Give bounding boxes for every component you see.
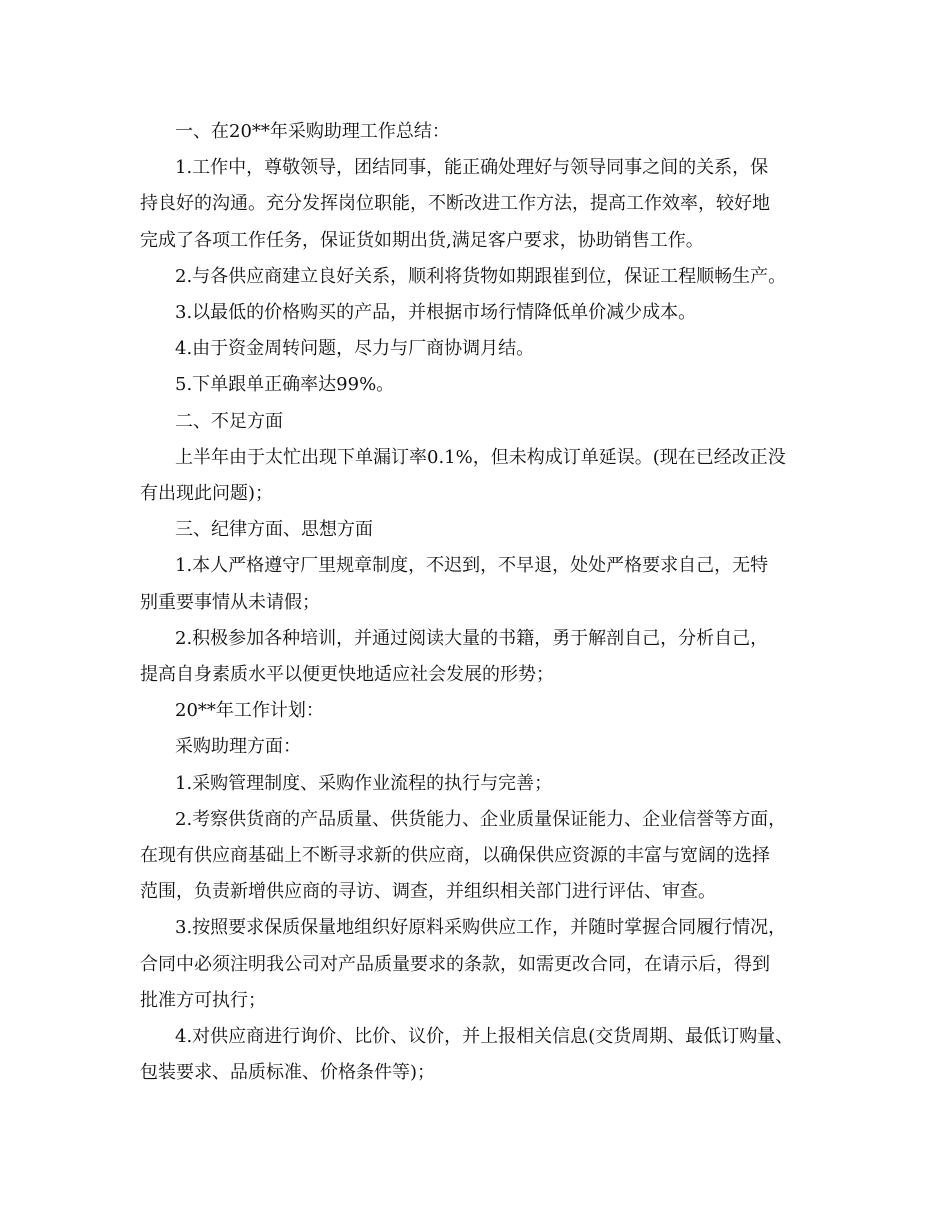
paragraph-line: 合同中必须注明我公司对产品质量要求的条款，如需更改合同，在请示后，得到 xyxy=(140,953,770,975)
section-heading-plan: 20**年工作计划： xyxy=(175,700,324,722)
paragraph-line: 1.本人严格遵守厂里规章制度，不迟到，不早退，处处严格要求自己，无特 xyxy=(175,555,769,577)
section-heading-discipline: 三、纪律方面、思想方面 xyxy=(175,519,373,541)
section-heading-shortcomings: 二、不足方面 xyxy=(175,410,283,432)
paragraph-line: 1.采购管理制度、采购作业流程的执行与完善； xyxy=(175,772,553,794)
paragraph-line: 1.工作中，尊敬领导，团结同事，能正确处理好与领导同事之间的关系，保 xyxy=(175,157,769,179)
paragraph-line: 2.积极参加各种培训，并通过阅读大量的书籍，勇于解剖自己，分析自己， xyxy=(175,627,769,649)
paragraph-line: 包装要求、品质标准、价格条件等)； xyxy=(140,1062,436,1084)
paragraph-line: 4.对供应商进行询价、比价、议价，并上报相关信息(交货周期、最低订购量、 xyxy=(175,1026,794,1048)
paragraph-line: 范围，负责新增供应商的寻访、调查，并组织相关部门进行评估、审查。 xyxy=(140,881,716,903)
paragraph-line: 完成了各项工作任务，保证货如期出货,满足客户要求，协助销售工作。 xyxy=(140,229,704,251)
section-heading-summary: 一、在20**年采购助理工作总结： xyxy=(175,121,450,142)
paragraph-line: 提高自身素质水平以便更快地适应社会发展的形势； xyxy=(140,664,554,686)
paragraph-line: 3.以最低的价格购买的产品，并根据市场行情降低单价减少成本。 xyxy=(175,302,697,324)
paragraph-line: 2.与各供应商建立良好关系，顺利将货物如期跟崔到位，保证工程顺畅生产。 xyxy=(175,265,787,287)
subsection-heading-purchasing: 采购助理方面： xyxy=(175,736,301,758)
paragraph-line: 3.按照要求保质保量地组织好原料采购供应工作，并随时掌握合同履行情况， xyxy=(175,917,787,939)
paragraph-line: 别重要事情从未请假； xyxy=(140,591,320,613)
paragraph-line: 在现有供应商基础上不断寻求新的供应商，以确保供应资源的丰富与宽阔的选择 xyxy=(140,845,770,867)
paragraph-line: 持良好的沟通。充分发挥岗位职能，不断改进工作方法，提高工作效率，较好地 xyxy=(140,193,770,215)
paragraph-line: 上半年由于太忙出现下单漏订率0.1%，但未构成订单延误。(现在已经改正没 xyxy=(175,446,786,468)
paragraph-line: 有出现此问题)； xyxy=(140,483,274,505)
paragraph-line: 5.下单跟单正确率达99%。 xyxy=(175,374,395,396)
paragraph-line: 2.考察供货商的产品质量、供货能力、企业质量保证能力、企业信誉等方面， xyxy=(175,808,787,830)
paragraph-line: 4.由于资金周转问题，尽力与厂商协调月结。 xyxy=(175,338,535,360)
paragraph-line: 批准方可执行； xyxy=(140,989,266,1011)
document-body xyxy=(140,114,830,1091)
